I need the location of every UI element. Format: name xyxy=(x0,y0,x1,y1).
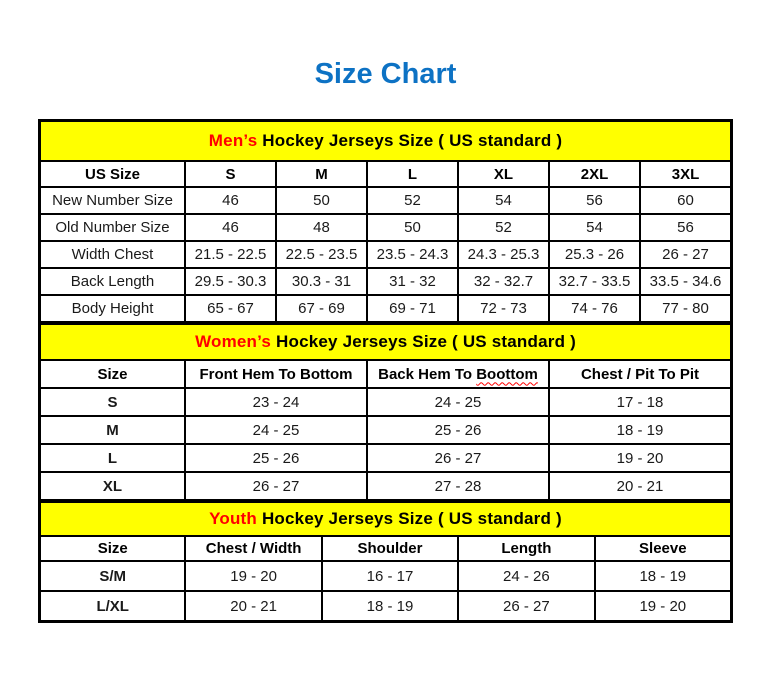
womens-section-header-row xyxy=(40,324,731,360)
cell: 50 xyxy=(276,187,367,214)
mens-col-m: M xyxy=(276,161,367,187)
youth-col-chest-width: Chest / Width xyxy=(185,536,321,561)
page-title: Size Chart xyxy=(314,58,457,90)
mens-section-header-row xyxy=(40,121,731,161)
womens-accent-label: Women’s xyxy=(195,332,272,351)
cell: 23 - 24 xyxy=(185,388,367,416)
row-label: M xyxy=(40,416,185,444)
mens-col-xl: XL xyxy=(458,161,549,187)
row-label: S/M xyxy=(40,561,185,591)
cell: 67 - 69 xyxy=(276,295,367,322)
youth-title-label: Hockey Jerseys Size ( US standard ) xyxy=(261,509,562,528)
cell: 26 - 27 xyxy=(367,444,549,472)
cell: 32.7 - 33.5 xyxy=(549,268,640,295)
cell: 19 - 20 xyxy=(595,591,731,621)
womens-row-m xyxy=(40,416,731,444)
mens-row-new-number-size xyxy=(40,187,731,214)
mens-row-back-length xyxy=(40,268,731,295)
mens-column-header-row xyxy=(40,161,731,187)
mens-accent-label: Men’s xyxy=(208,131,258,150)
womens-size-table xyxy=(39,323,732,501)
row-label: XL xyxy=(40,472,185,500)
mens-title-label: Hockey Jerseys Size ( US standard ) xyxy=(262,131,563,150)
youth-section-header-row xyxy=(40,502,731,536)
womens-row-s xyxy=(40,388,731,416)
youth-column-header-row xyxy=(40,536,731,561)
row-label: S xyxy=(40,388,185,416)
mens-row-body-height xyxy=(40,295,731,322)
cell: 27 - 28 xyxy=(367,472,549,500)
cell: 46 xyxy=(185,214,276,241)
cell: 18 - 19 xyxy=(595,561,731,591)
youth-col-length: Length xyxy=(458,536,594,561)
cell: 65 - 67 xyxy=(185,295,276,322)
cell: 60 xyxy=(640,187,731,214)
womens-col-front-hem: Front Hem To Bottom xyxy=(185,360,367,388)
cell: 25 - 26 xyxy=(367,416,549,444)
cell: 26 - 27 xyxy=(640,241,731,268)
cell: 69 - 71 xyxy=(367,295,458,322)
row-label: Back Length xyxy=(40,268,185,295)
cell: 24 - 25 xyxy=(367,388,549,416)
womens-col-chest: Chest / Pit To Pit xyxy=(549,360,731,388)
cell: 20 - 21 xyxy=(549,472,731,500)
womens-column-header-row xyxy=(40,360,731,388)
cell: 74 - 76 xyxy=(549,295,640,322)
cell: 46 xyxy=(185,187,276,214)
cell: 17 - 18 xyxy=(549,388,731,416)
mens-size-table xyxy=(39,120,732,323)
cell: 24 - 26 xyxy=(458,561,594,591)
cell: 18 - 19 xyxy=(322,591,458,621)
womens-col-back-hem xyxy=(367,360,549,388)
cell: 52 xyxy=(367,187,458,214)
cell: 56 xyxy=(640,214,731,241)
cell: 32 - 32.7 xyxy=(458,268,549,295)
cell: 56 xyxy=(549,187,640,214)
youth-size-table xyxy=(39,501,732,622)
cell: 54 xyxy=(549,214,640,241)
womens-row-l xyxy=(40,444,731,472)
cell: 24.3 - 25.3 xyxy=(458,241,549,268)
youth-row-lxl xyxy=(40,591,731,621)
row-label: L xyxy=(40,444,185,472)
womens-section-title xyxy=(40,324,731,360)
cell: 26 - 27 xyxy=(458,591,594,621)
cell: 19 - 20 xyxy=(549,444,731,472)
youth-accent-label: Youth xyxy=(209,509,258,528)
row-label: Old Number Size xyxy=(40,214,185,241)
youth-col-shoulder: Shoulder xyxy=(322,536,458,561)
cell: 33.5 - 34.6 xyxy=(640,268,731,295)
womens-col-size: Size xyxy=(40,360,185,388)
youth-col-sleeve: Sleeve xyxy=(595,536,731,561)
mens-col-us-size: US Size xyxy=(40,161,185,187)
cell: 72 - 73 xyxy=(458,295,549,322)
cell: 21.5 - 22.5 xyxy=(185,241,276,268)
cell: 25 - 26 xyxy=(185,444,367,472)
cell: 22.5 - 23.5 xyxy=(276,241,367,268)
youth-section-title xyxy=(40,502,731,536)
mens-col-l: L xyxy=(367,161,458,187)
cell: 29.5 - 30.3 xyxy=(185,268,276,295)
womens-title-label: Hockey Jerseys Size ( US standard ) xyxy=(276,332,576,351)
row-label: L/XL xyxy=(40,591,185,621)
row-label: Width Chest xyxy=(40,241,185,268)
cell: 54 xyxy=(458,187,549,214)
cell: 26 - 27 xyxy=(185,472,367,500)
row-label: Body Height xyxy=(40,295,185,322)
womens-row-xl xyxy=(40,472,731,500)
size-chart xyxy=(38,119,733,623)
mens-col-3xl: 3XL xyxy=(640,161,731,187)
cell: 23.5 - 24.3 xyxy=(367,241,458,268)
mens-col-2xl: 2XL xyxy=(549,161,640,187)
youth-col-size: Size xyxy=(40,536,185,561)
mens-section-title xyxy=(40,121,731,161)
cell: 52 xyxy=(458,214,549,241)
cell: 31 - 32 xyxy=(367,268,458,295)
cell: 30.3 - 31 xyxy=(276,268,367,295)
mens-row-old-number-size xyxy=(40,214,731,241)
cell: 18 - 19 xyxy=(549,416,731,444)
cell: 48 xyxy=(276,214,367,241)
mens-row-width-chest xyxy=(40,241,731,268)
cell: 19 - 20 xyxy=(185,561,321,591)
cell: 25.3 - 26 xyxy=(549,241,640,268)
cell: 50 xyxy=(367,214,458,241)
back-hem-prefix: Back Hem To xyxy=(378,365,473,383)
cell: 77 - 80 xyxy=(640,295,731,322)
back-hem-misspelled-word: Boottom xyxy=(476,365,538,383)
cell: 16 - 17 xyxy=(322,561,458,591)
row-label: New Number Size xyxy=(40,187,185,214)
mens-col-s: S xyxy=(185,161,276,187)
cell: 24 - 25 xyxy=(185,416,367,444)
youth-row-sm xyxy=(40,561,731,591)
cell: 20 - 21 xyxy=(185,591,321,621)
